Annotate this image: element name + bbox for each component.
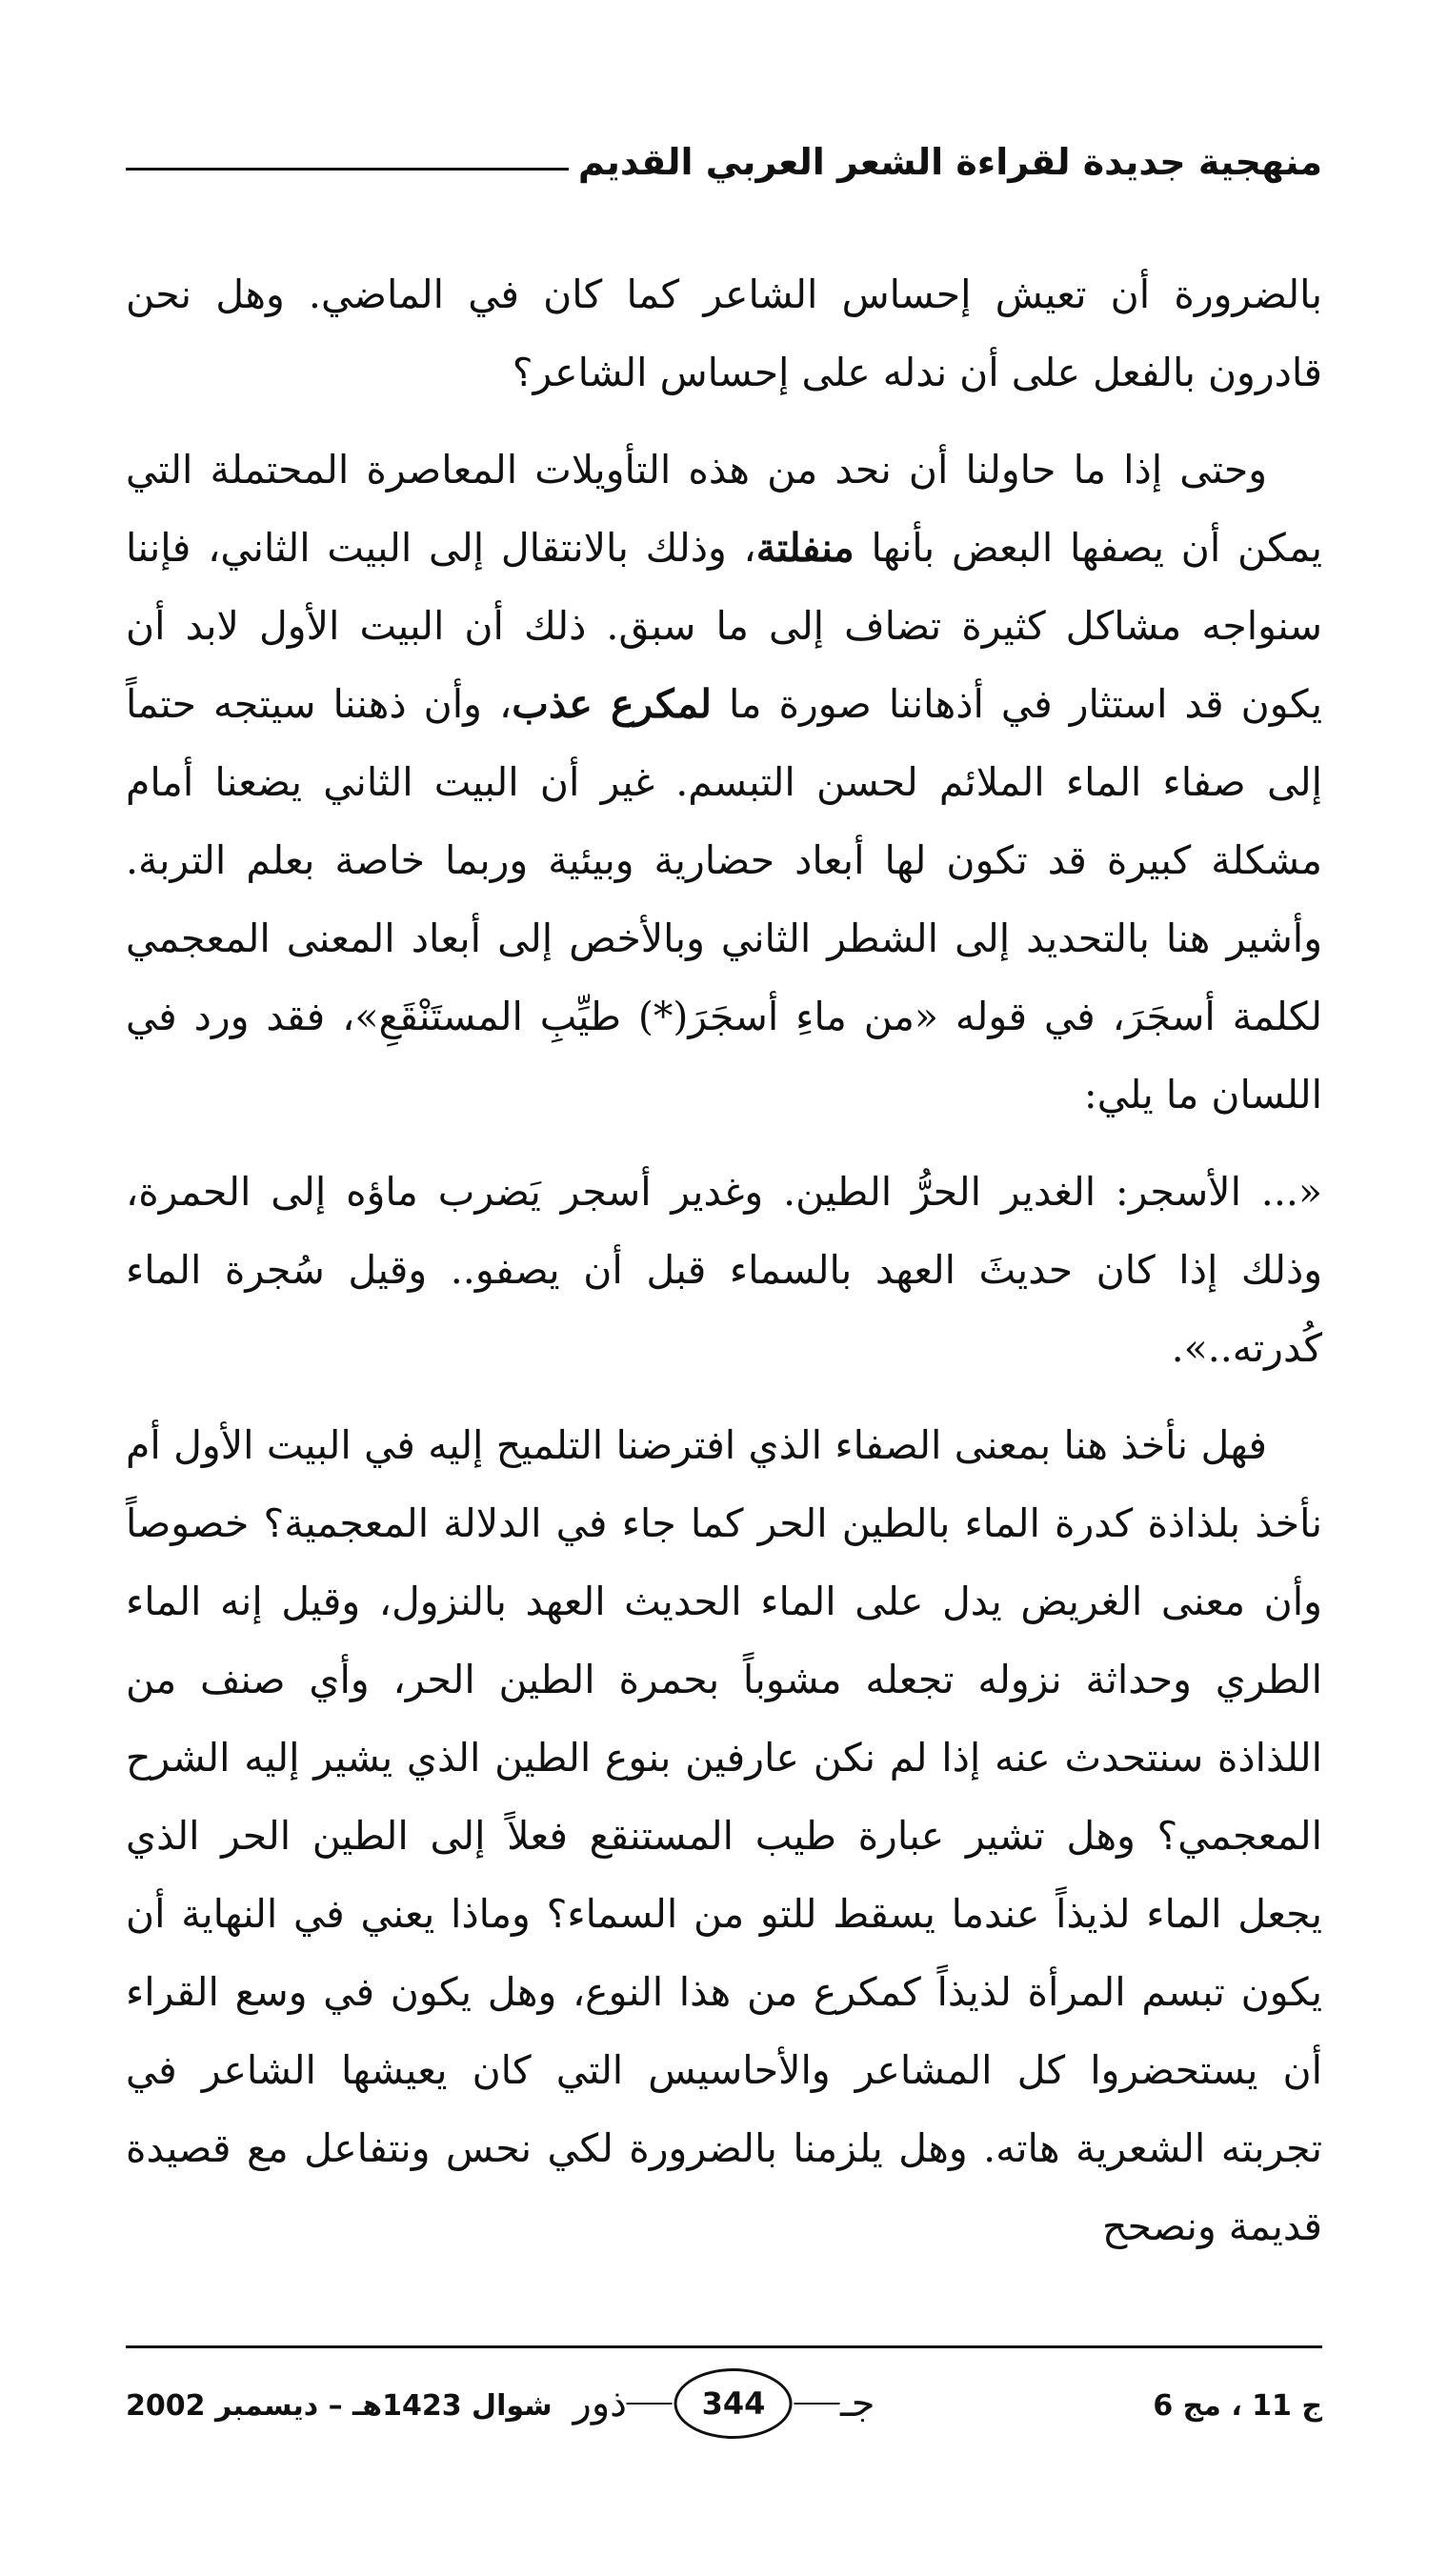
paragraph-1: بالضرورة أن تعيش إحساس الشاعر كما كان في الماضي. وهل نحن قادرون بالفعل على أن ندله على إحساس الشاعر؟: [126, 272, 1322, 395]
footer-journal-mark: [573, 2368, 875, 2439]
running-header: [126, 131, 1322, 192]
footer-journal-right: ذور: [573, 2382, 627, 2425]
footer-dash-right: [794, 2403, 840, 2405]
body-text: [126, 255, 1322, 2265]
page-number: 344: [674, 2368, 793, 2439]
paragraph-2-text-a: وحتى إذا ما حاولنا أن نحد من هذه التأويلات المعاصرة المحتملة التي يمكن أن يصفها البعض بأنها: [126, 447, 1322, 571]
paragraph-2-text-e: ، وأن ذهننا سيتجه حتماً إلى صفاء الماء الملائم لحسن التبسم. غير أن البيت الثاني يضعنا أمام مشكلة كبيرة قد تكون لها أبعاد حضارية وبيئية وربما خاصة بعلم التربة. وأشير هنا بالتحديد إلى الشطر الثاني وبالأخص إلى أبعاد المعنى المعجمي لكلمة أسجَرَ، في قوله «من ماءِ أسجَرَ(*) طيِّبِ المستَنْقَعِ»، فقد ورد في اللسان ما يلي:: [126, 681, 1322, 1117]
footer-journal-left: جـ: [840, 2382, 875, 2425]
paragraph-2-text-c: ، وذلك بالانتقال إلى البيت الثاني، فإننا سنواجه مشاكل كثيرة تضاف إلى ما سبق. ذلك أن البيت الأول لابد أن يكون قد استثار في أذهاننا صورة ما: [126, 525, 1322, 727]
header-rule: [126, 168, 569, 171]
footer-dash-left: [627, 2403, 673, 2405]
paragraph-4: فهل نأخذ هنا بمعنى الصفاء الذي افترضنا التلميح إليه في البيت الأول أم نأخذ بلذاذة كدرة الماء بالطين الحر كما جاء في الدلالة المعجمية؟ خصوصاً وأن معنى الغريض يدل على الماء الحديث العهد بالنزول، وقيل إنه الماء الطري وحداثة نزوله تجعله مشوباً بحمرة الطين الحر، وأي صنف من اللذاذة سنتحدث عنه إذا لم نكن عارفين بنوع الطين الذي يشير إليه الشرح المعجمي؟ وهل تشير عبارة طيب المستنقع فعلاً إلى الطين الحر الذي يجعل الماء لذيذاً عندما يسقط للتو من السماء؟ وماذا يعني في النهاية أن يكون تبسم المرأة لذيذاً كمكرع من هذا النوع، وهل يكون في وسع القراء أن يستحضروا كل المشاعر والأحاسيس التي كان يعيشها الشاعر في تجربته الشعرية هاته. وهل يلزمنا بالضرورة لكي نحس ونتفاعل مع قصيدة قديمة ونصحح: [126, 1422, 1322, 2249]
emphasis-term-2: لمكرع عذب: [512, 681, 713, 727]
emphasis-term-1: منفلتة: [755, 525, 855, 571]
running-header-title: منهجية جديدة لقراءة الشعر العربي القديم: [577, 141, 1322, 183]
footer-date: شوال 1423هـ – ديسمبر 2002: [126, 2389, 553, 2423]
page-footer: [126, 2363, 1322, 2467]
paragraph-2: [126, 431, 1322, 1134]
footer-rule: [126, 2345, 1322, 2348]
footer-issue: ج 11 ، مج 6: [1153, 2389, 1322, 2423]
quotation-paragraph: «... الأسجر: الغدير الحرُّ الطين. وغدير أسجر يَضرب ماؤه إلى الحمرة، وذلك إذا كان حديثَ العهد بالسماء قبل أن يصفو.. وقيل سُجرة الماء كُدرته..».: [126, 1169, 1322, 1371]
